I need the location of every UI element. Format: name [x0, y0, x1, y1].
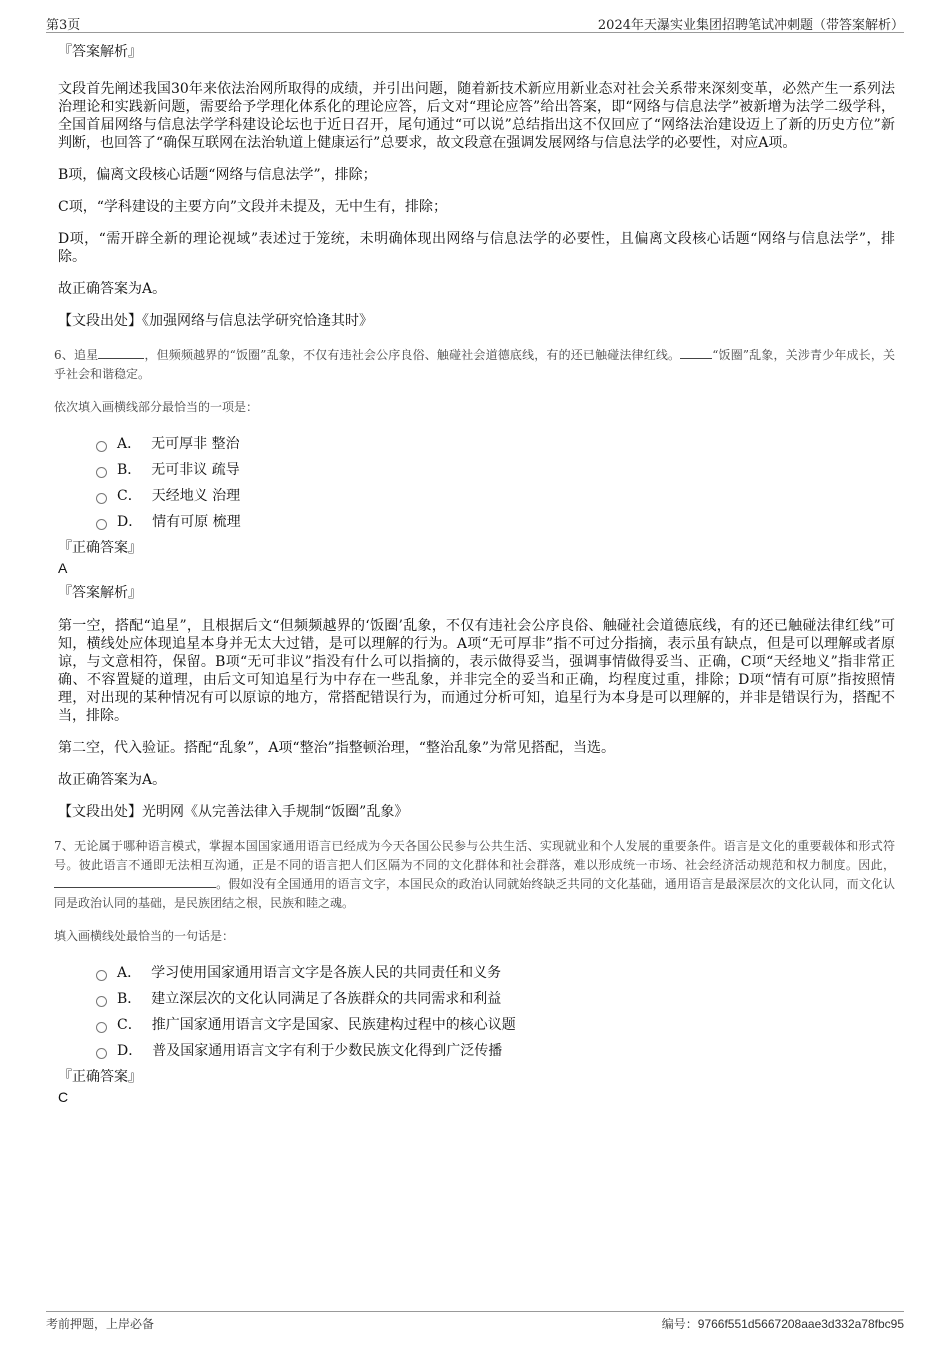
q5-analysis-p4: D项，“需开辟全新的理论视域”表述过于笼统，未明确体现出网络与信息法学的必要性，且偏离文段核心话题“网络与信息法学”，排除。 [58, 231, 895, 265]
q7-stem [54, 837, 895, 913]
q6-blank-1 [98, 346, 144, 359]
radio-button[interactable] [96, 467, 107, 478]
q7-blank [54, 875, 216, 888]
page-number: 第3页 [46, 18, 81, 33]
radio-button[interactable] [96, 493, 107, 504]
option-text: 建立深层次的文化认同满足了各族群众的共同需求和利益 [151, 991, 502, 1007]
option-letter: D． [117, 514, 143, 530]
q6-analysis-tag: 『答案解析』 [58, 585, 142, 601]
option-text: 学习使用国家通用语言文字是各族人民的共同责任和义务 [151, 965, 502, 981]
radio-button[interactable] [96, 996, 107, 1007]
q6-correct-answer: A [58, 560, 68, 576]
q7-option-b[interactable] [96, 986, 895, 1012]
option-letter: A． [117, 965, 142, 981]
q6-answer: 故正确答案为A。 [58, 772, 167, 788]
page-footer [46, 1311, 904, 1334]
q7-option-c[interactable] [96, 1012, 895, 1038]
radio-button[interactable] [96, 1048, 107, 1059]
q6-option-c[interactable] [96, 483, 895, 509]
option-text: 推广国家通用语言文字是国家、民族建构过程中的核心议题 [151, 1017, 516, 1033]
q5-source: 【文段出处】《加强网络与信息法学研究恰逢其时》 [58, 313, 373, 329]
page-header [46, 12, 904, 33]
q7-correct-answer: C [58, 1089, 69, 1105]
q6-source: 【文段出处】光明网《从完善法律入手规制“饭圈”乱象》 [58, 804, 409, 820]
q6-option-a[interactable] [96, 431, 895, 457]
q5-analysis-p1: 文段首先阐述我国30年来依法治网所取得的成绩，并引出问题，随着新技术新应用新业态对社会关系带来深刻变革，必然产生一系列法治理论和实践新问题，需要给予学理化体系化的理论应答，后文对“理论应答”给出答案，即“网络与信息法学”被新增为法学二级学科，全国首届网络与信息法学学科建设论坛也于近日召开，尾句通过“可以说”总结指出这不仅回应了“网络法治建设迈上了新的历史方位”新判断，也回答了“确保互联网在法治轨道上健康运行”总要求，故文段意在强调发展网络与信息法学的必要性，对应A项。 [58, 81, 895, 151]
option-text: 无可非议 疏导 [151, 462, 240, 478]
q6-prompt: 依次填入画横线部分最恰当的一项是： [54, 400, 259, 414]
q7-correct-tag: 『正确答案』 [58, 1069, 142, 1085]
q5-analysis-tag: 『答案解析』 [58, 44, 142, 60]
q6-option-b[interactable] [96, 457, 895, 483]
option-letter: C． [117, 488, 142, 504]
radio-button[interactable] [96, 441, 107, 452]
q6-stem-part2: ，但频频越界的“饭圈”乱象，不仅有违社会公序良俗、触碰社会道德底线，有的还已触碰法律红线。 [144, 348, 681, 362]
option-letter: C． [117, 1017, 142, 1033]
q7-stem-part1: 7、无论属于哪种语言模式，掌握本国国家通用语言已经成为今天各国公民参与公共生活、实现就业和个人发展的重要条件。语言是文化的重要载体和形式符号。彼此语言不通即无法相互沟通，正是不同的语言把人们区隔为不同的文化群体和社会群落，难以形成统一市场、社会经济活动规范和权力制度。因此， [54, 839, 895, 872]
option-letter: B． [117, 991, 142, 1007]
page-content [54, 42, 895, 1112]
q6-stem [54, 346, 895, 384]
q7-option-a[interactable] [96, 960, 895, 986]
q5-analysis-p3: C项，“学科建设的主要方向”文段并未提及，无中生有，排除； [58, 199, 448, 215]
radio-button[interactable] [96, 519, 107, 530]
q6-analysis-p1: 第一空，搭配“追星”，且根据后文“但频频越界的‘饭圈’乱象，不仅有违社会公序良俗、触碰社会道德底线，有的还已触碰法律红线”可知，横线处应体现追星本身并无太大过错，是可以理解的行为。A项“无可厚非”指不可过分指摘，表示虽有缺点，但是可以理解或者原谅，与文意相符，保留。B项“无可非议”指没有什么可以指摘的，表示做得妥当，强调事情做得妥当、正确，C项“天经地义”指非常正确、不容置疑的道理，由后文可知追星行为中存在一些乱象，并非完全的妥当和正确，均程度过重，排除；D项“情有可原”指按照情理，对出现的某种情况有可以原谅的地方，常搭配错误行为，而通过分析可知，追星行为本身是可以理解的，并非是错误行为，搭配不当，排除。 [58, 618, 895, 724]
document-id: 编号：9766f551d5667208aae3d332a78fbc95 [661, 1317, 904, 1331]
q6-stem-part1: 6、追星 [54, 348, 99, 362]
option-letter: A． [117, 436, 142, 452]
option-text: 普及国家通用语言文字有利于少数民族文化得到广泛传播 [152, 1043, 503, 1059]
q7-prompt: 填入画横线处最恰当的一句话是： [54, 929, 235, 943]
q6-analysis-p2: 第二空，代入验证。搭配“乱象”，A项“整治”指整顿治理，“整治乱象”为常见搭配，当选。 [58, 740, 616, 756]
option-letter: B． [117, 462, 142, 478]
option-text: 天经地义 治理 [151, 488, 241, 504]
q5-answer: 故正确答案为A。 [58, 281, 167, 297]
q6-correct-tag: 『正确答案』 [58, 540, 142, 556]
q6-option-d[interactable] [96, 509, 895, 535]
document-title: 2024年天瀑实业集团招聘笔试冲刺题（带答案解析） [597, 18, 904, 33]
footer-slogan: 考前押题，上岸必备 [46, 1317, 155, 1331]
q6-stem-part3: “饭圈”乱象，关涉青少年成长，关乎社会和谐稳定。 [54, 348, 895, 381]
q5-analysis-p2: B项，偏离文段核心话题“网络与信息法学”，排除； [58, 167, 377, 183]
q7-stem-part2: 。假如没有全国通用的语言文字，本国民众的政治认同就始终缺乏共同的文化基础，通用语言是最深层次的文化认同，而文化认同是政治认同的基础，是民族团结之根，民族和睦之魂。 [54, 877, 895, 910]
q7-options [96, 960, 895, 1064]
radio-button[interactable] [96, 970, 107, 981]
q7-option-d[interactable] [96, 1038, 895, 1064]
option-text: 情有可原 梳理 [152, 514, 241, 530]
q6-options [96, 431, 895, 535]
radio-button[interactable] [96, 1022, 107, 1033]
option-text: 无可厚非 整治 [151, 436, 240, 452]
q6-blank-2 [680, 346, 712, 359]
option-letter: D． [117, 1043, 143, 1059]
